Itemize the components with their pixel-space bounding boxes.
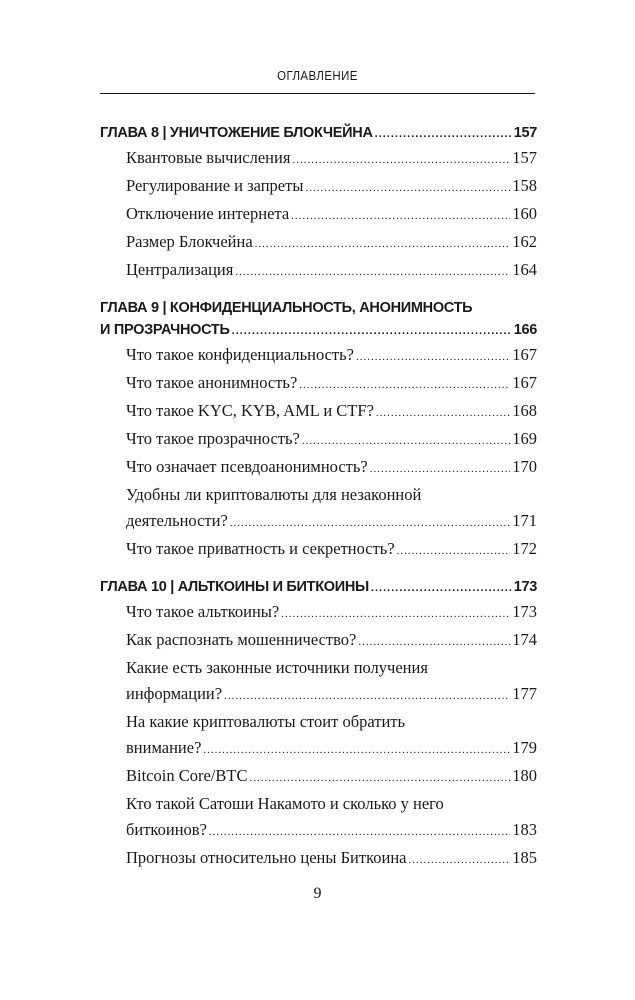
entry-title: Прогнозы относительно цены Биткоина <box>126 848 407 867</box>
page-number: 157 <box>512 148 537 167</box>
entry-title-line-2: информации? <box>126 684 223 703</box>
toc-entry[interactable] <box>100 173 537 201</box>
page-folio: 9 <box>313 885 322 902</box>
page-number: 160 <box>512 204 537 223</box>
leader-dots <box>291 203 510 229</box>
toc-entry[interactable] <box>100 709 537 763</box>
leader-dots <box>232 320 512 342</box>
leader-dots <box>370 456 511 482</box>
leader-dots <box>305 175 510 201</box>
leader-dots <box>255 231 511 257</box>
entry-title: Регулирование и запреты <box>126 176 304 195</box>
entry-title-line-2: деятельности? <box>126 511 228 530</box>
page-number: 173 <box>512 602 537 621</box>
entry-title-line-1: Кто такой Сатоши Накамото и сколько у него <box>126 794 444 813</box>
chapter-8-heading[interactable] <box>100 122 537 145</box>
chapter-title-line-2: И ПРОЗРАЧНОСТЬ <box>100 322 230 338</box>
toc-entry[interactable] <box>100 763 537 791</box>
toc-entry[interactable] <box>100 627 537 655</box>
running-head: ОГЛАВЛЕНИЕ <box>277 68 358 83</box>
leader-dots <box>281 601 510 627</box>
chapter-title: ГЛАВА 8 | УНИЧТОЖЕНИЕ БЛОКЧЕЙНА <box>100 125 373 141</box>
leader-dots <box>299 372 510 398</box>
leader-dots <box>209 819 510 845</box>
entry-title: Что такое прозрачность? <box>126 429 300 448</box>
entry-title: Что такое приватность и секретность? <box>126 539 395 558</box>
toc-entry[interactable] <box>100 599 537 627</box>
leader-dots <box>235 259 510 285</box>
entry-title: Как распознать мошенничество? <box>126 630 357 649</box>
entry-title-line-1: Удобны ли криптовалюты для незаконной <box>126 485 422 504</box>
leader-dots <box>292 147 510 173</box>
page-number: 173 <box>513 579 537 595</box>
page-number: 158 <box>512 176 537 195</box>
page-number: 170 <box>512 457 537 476</box>
chapter-title: ГЛАВА 10 | АЛЬТКОИНЫ И БИТКОИНЫ <box>100 579 369 595</box>
entry-title: Размер Блокчейна <box>126 232 253 251</box>
entry-title-line-2: биткоинов? <box>126 820 207 839</box>
toc-entry[interactable] <box>100 257 537 285</box>
page-number: 174 <box>512 630 537 649</box>
entry-title: Что такое KYC, KYB, AML и CTF? <box>126 401 374 420</box>
entry-title: Что такое анонимность? <box>126 373 298 392</box>
entry-title-line-1: На какие криптовалюты стоит обратить <box>126 712 406 731</box>
entry-title: Квантовые вычисления <box>126 148 291 167</box>
leader-dots <box>358 629 510 655</box>
page-number: 166 <box>513 322 537 338</box>
entry-title-line-1: Какие есть законные источники получения <box>126 658 428 677</box>
leader-dots <box>375 123 512 145</box>
entry-title-line-2: внимание? <box>126 738 202 757</box>
toc-entry[interactable] <box>100 655 537 709</box>
entry-title: Что такое конфиденциальность? <box>126 345 354 364</box>
page-number: 167 <box>512 345 537 364</box>
chapter-10-heading[interactable] <box>100 576 537 599</box>
page-number: 169 <box>512 429 537 448</box>
toc-entry[interactable] <box>100 791 537 845</box>
page-number: 185 <box>512 848 537 867</box>
leader-dots <box>376 400 510 426</box>
page-number: 171 <box>512 511 537 530</box>
leader-dots <box>397 538 511 564</box>
header-rule <box>100 93 535 94</box>
toc-entry[interactable] <box>100 342 537 370</box>
leader-dots <box>203 737 510 763</box>
leader-dots <box>371 577 512 599</box>
page-number: 177 <box>512 684 537 703</box>
page-number: 183 <box>512 820 537 839</box>
toc-entry[interactable] <box>100 201 537 229</box>
toc-entry[interactable] <box>100 229 537 257</box>
toc-entry[interactable] <box>100 536 537 564</box>
page-number: 180 <box>512 766 537 785</box>
page-number: 167 <box>512 373 537 392</box>
leader-dots <box>356 344 510 370</box>
page-number: 162 <box>512 232 537 251</box>
leader-dots <box>249 765 510 791</box>
leader-dots <box>409 847 511 873</box>
leader-dots <box>224 683 510 709</box>
entry-title: Что такое альткоины? <box>126 602 280 621</box>
page-number: 164 <box>512 260 537 279</box>
chapter-title-line-1: ГЛАВА 9 | КОНФИДЕНЦИАЛЬНОСТЬ, АНОНИМНОСТЬ <box>100 300 473 316</box>
page-number: 172 <box>512 539 537 558</box>
page-number: 157 <box>513 125 537 141</box>
table-of-contents <box>100 122 537 873</box>
entry-title: Отключение интернета <box>126 204 290 223</box>
toc-entry[interactable] <box>100 845 537 873</box>
chapter-9-heading[interactable] <box>100 297 537 342</box>
entry-title: Централизация <box>126 260 234 279</box>
toc-entry[interactable] <box>100 370 537 398</box>
entry-title: Bitcoin Core/BTC <box>126 766 248 785</box>
page-number: 168 <box>512 401 537 420</box>
leader-dots <box>230 510 510 536</box>
leader-dots <box>302 428 510 454</box>
toc-entry[interactable] <box>100 145 537 173</box>
toc-entry[interactable] <box>100 454 537 482</box>
page-number: 179 <box>512 738 537 757</box>
toc-entry[interactable] <box>100 482 537 536</box>
toc-entry[interactable] <box>100 426 537 454</box>
entry-title: Что означает псевдоанонимность? <box>126 457 368 476</box>
toc-entry[interactable] <box>100 398 537 426</box>
